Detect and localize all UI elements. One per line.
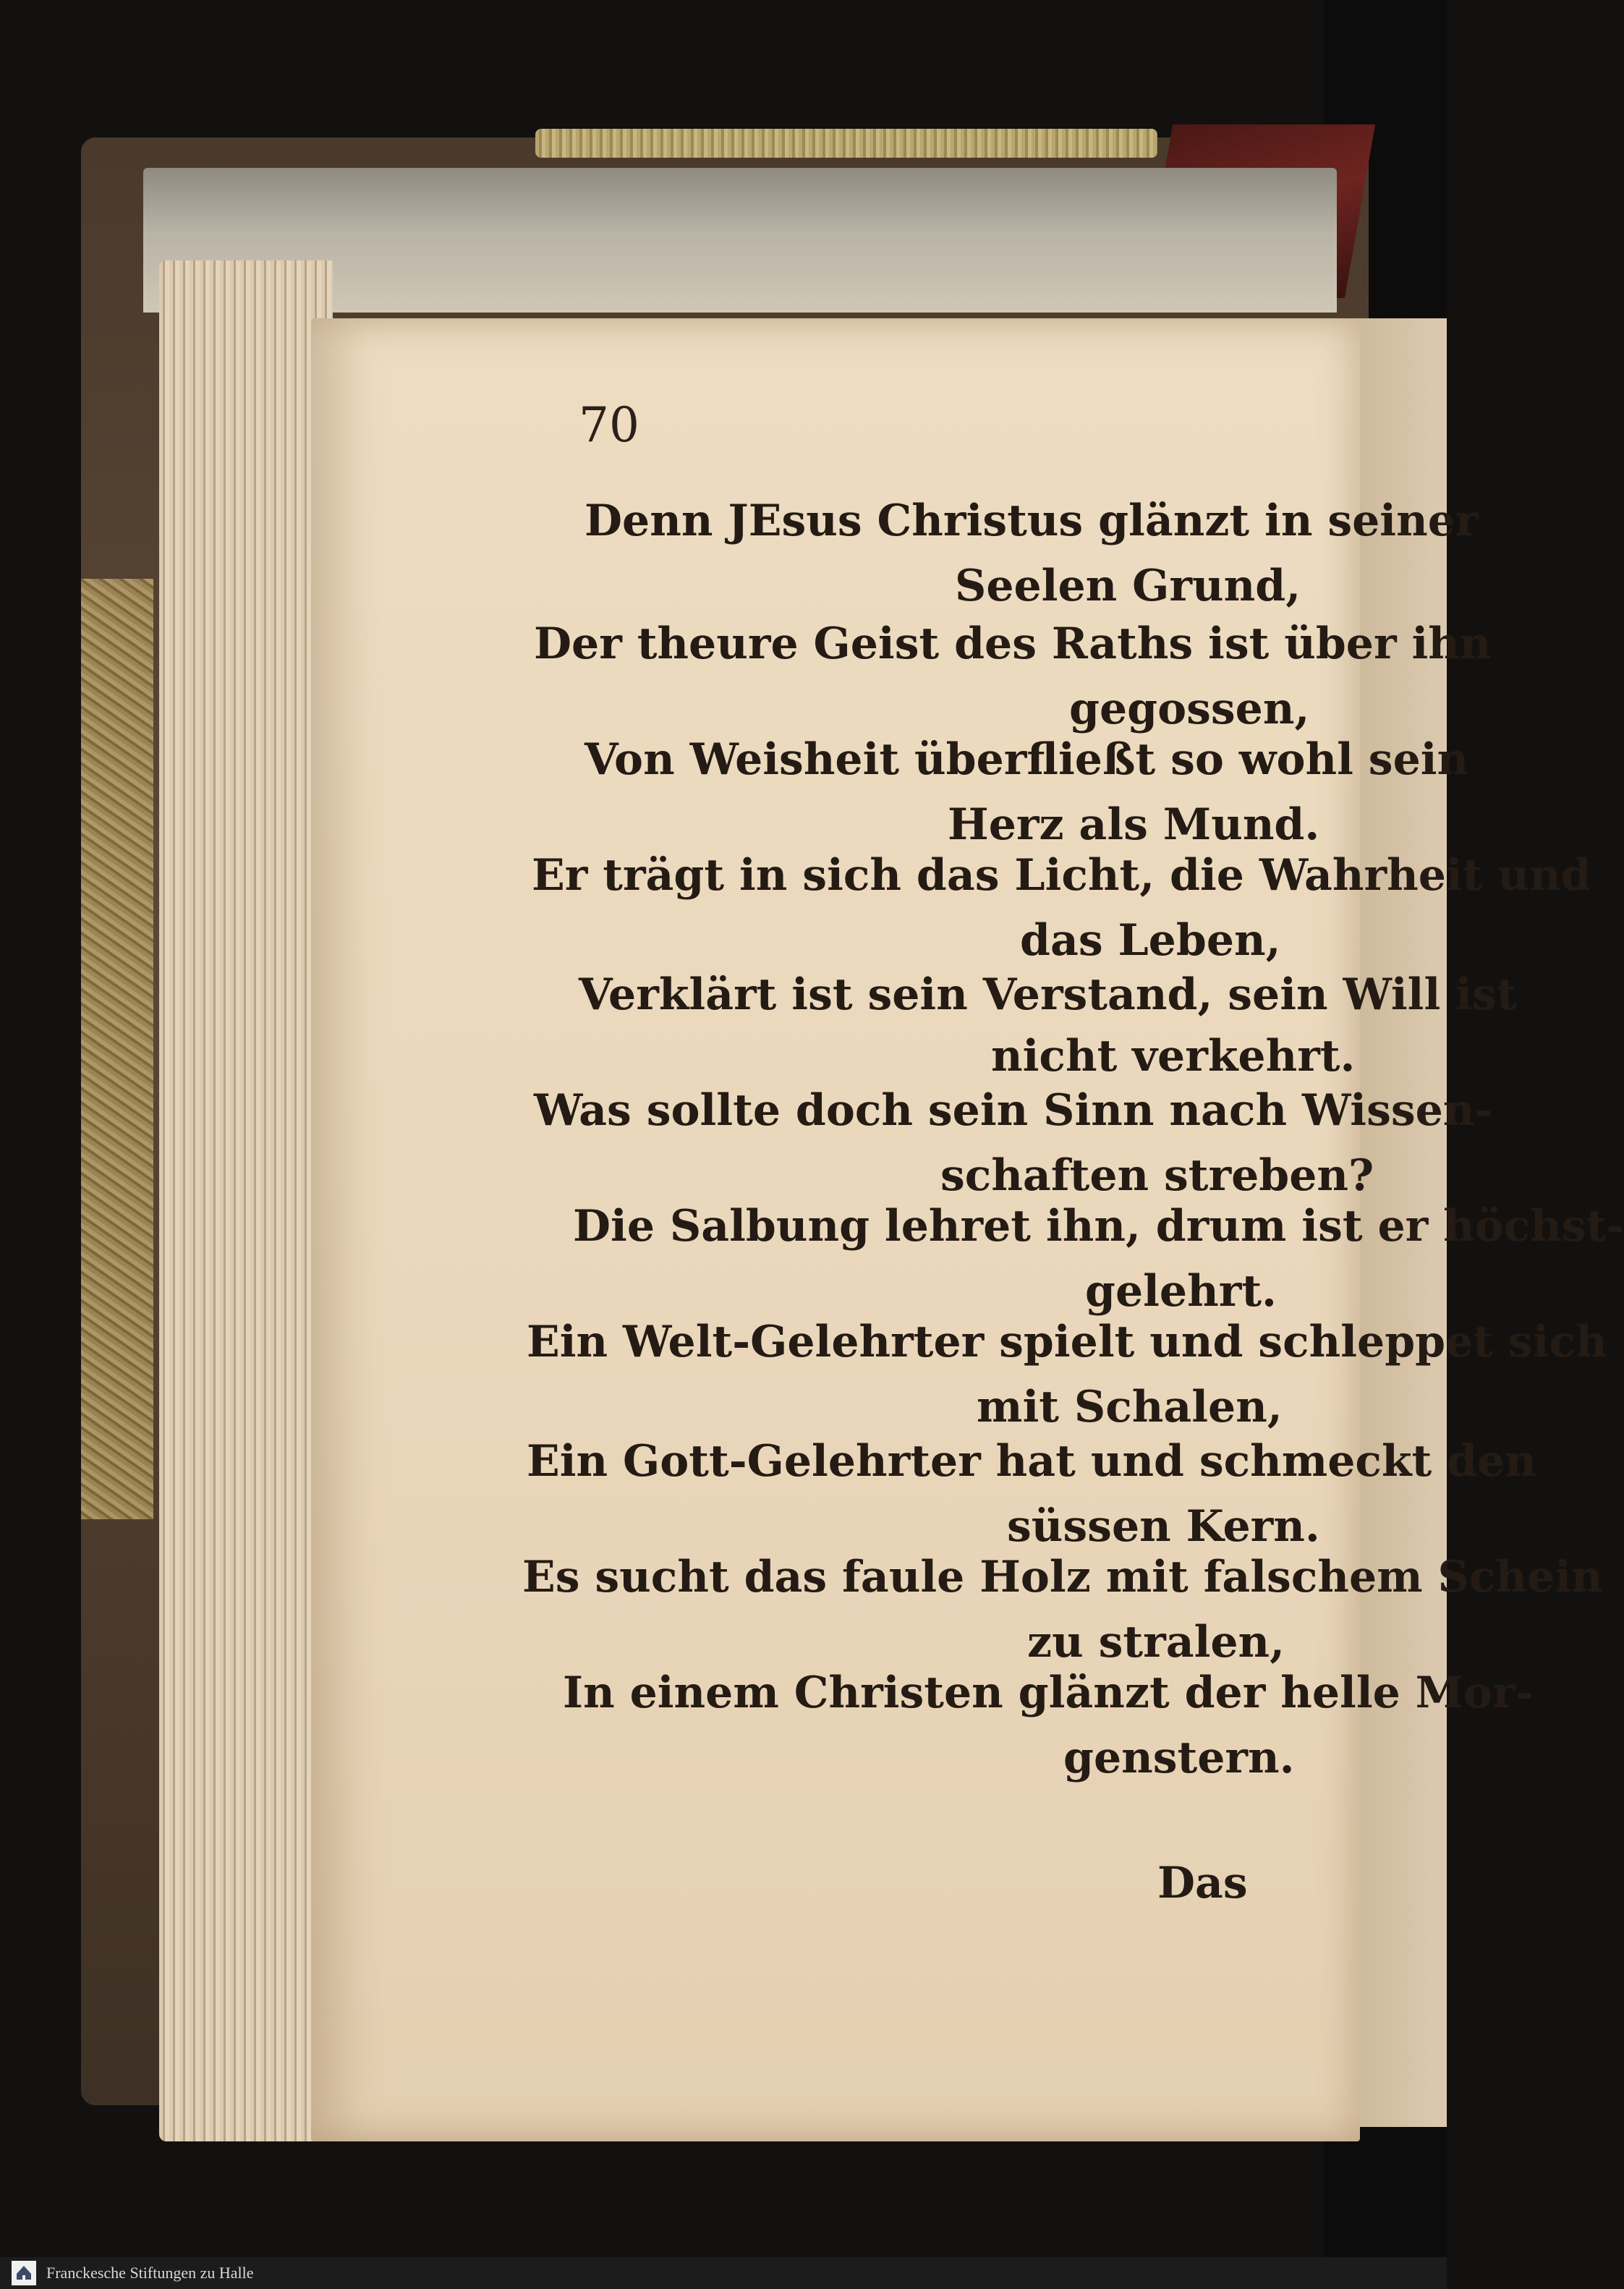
poem-line: das Leben, — [1020, 915, 1281, 966]
institution-seal-icon — [12, 2261, 36, 2285]
poem-line: In einem Christen glänzt der helle Mor- — [563, 1668, 1534, 1718]
poem-line: schaften streben? — [940, 1150, 1374, 1201]
poem-line: zu stralen, — [1027, 1617, 1285, 1668]
poem-line: Was sollte doch sein Sinn nach Wissen- — [534, 1085, 1493, 1136]
poem-line: Ein Gott-Gelehrter hat und schmeckt den — [527, 1436, 1536, 1487]
poem-line: Die Salbung lehret ihn, drum ist er höchst- — [573, 1201, 1624, 1252]
poem-line: Denn JEsus Christus glänzt in seiner — [584, 496, 1479, 546]
poem-line: Verklärt ist sein Verstand, sein Will ist — [579, 969, 1517, 1020]
poem-line: mit Schalen, — [977, 1382, 1283, 1432]
poem-line: Von Weisheit überfließt so wohl sein — [584, 734, 1469, 785]
poem-line: genstern. — [1063, 1733, 1295, 1783]
poem-line: gegossen, — [1069, 684, 1310, 734]
poem-line: Er trägt in sich das Licht, die Wahrheit und — [532, 850, 1591, 901]
poem-line: gelehrt. — [1085, 1266, 1277, 1317]
poem-line: nicht verkehrt. — [991, 1031, 1356, 1082]
poem-line: Der theure Geist des Raths ist über ihn — [534, 619, 1492, 669]
poem-line: Herz als Mund. — [948, 799, 1320, 850]
poem-line: Es sucht das faule Holz mit falschem Schein — [522, 1552, 1603, 1602]
institution-name: Franckesche Stiftungen zu Halle — [46, 2264, 254, 2282]
poem-line: Seelen Grund, — [955, 561, 1301, 611]
catchword: Das — [1157, 1858, 1248, 1908]
footer-bar — [0, 2257, 1447, 2289]
poem-line: Ein Welt-Gelehrter spielt und schleppet sich — [527, 1317, 1607, 1367]
poem-line: süssen Kern. — [1007, 1501, 1320, 1552]
page-number: 70 — [579, 397, 639, 453]
